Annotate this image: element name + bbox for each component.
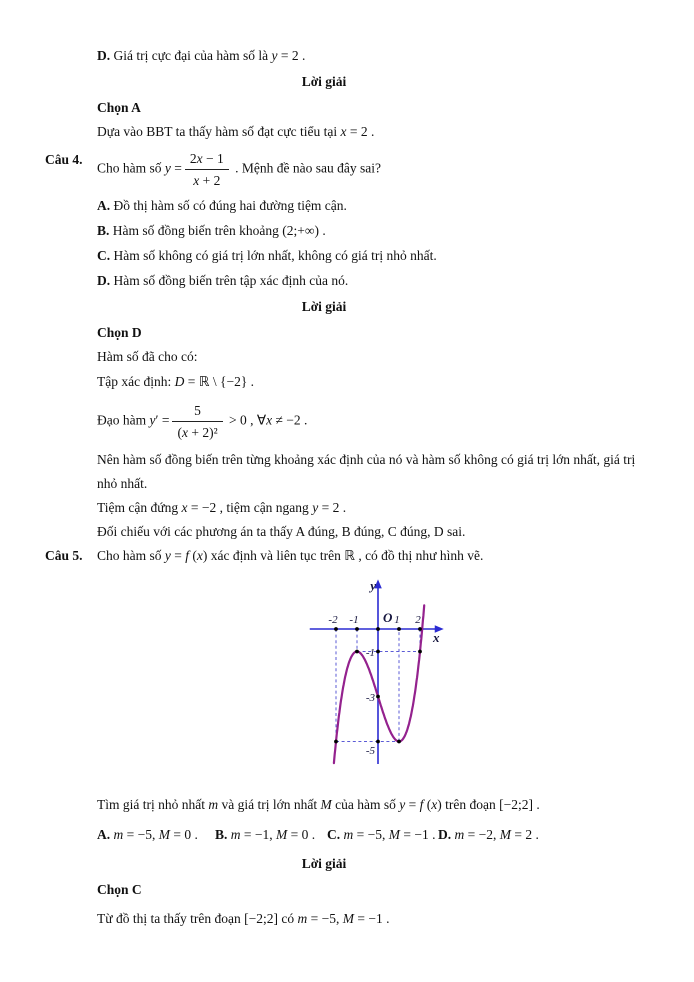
axis-label: y [370,578,376,593]
graph-point [376,627,380,631]
loi-giai-heading: Lời giải [301,299,347,314]
fraction-denominator: (x + 2)² [172,421,222,442]
math-expression: m [208,797,219,812]
graph-point [397,627,401,631]
period: . [300,412,308,428]
option-letter: D. [97,273,111,288]
q4-sol-domain [97,369,648,395]
graph-point [376,650,380,654]
conclusion-text: Từ đồ thị ta thấy trên đoạn [97,911,245,926]
tick-label: -1 [349,614,359,626]
period: . [367,124,375,139]
option-text: Hàm số đồng biến trên tập xác định của nó. [110,273,349,288]
q5-intro-tail: , có đồ thị như hình vẽ. [354,548,484,563]
option-text: Hàm số đồng biến trên khoảng [109,223,283,238]
q4-option-a [97,193,648,218]
q5-intro [45,544,648,568]
tick-label: -5 [365,745,375,757]
math-expression: m = −5, M = −1 [297,911,383,926]
tick-label: -3 [365,692,375,704]
period: . [319,223,326,238]
fraction [185,149,229,190]
q5-answer-d [438,822,539,848]
math-expression: m = −5, M = 0 . [113,827,198,842]
math-expression: > 0 , ∀x ≠ −2 [229,412,301,428]
q4-option-d [97,268,648,293]
prev-explanation [97,120,648,144]
chon-c-heading: Chọn C [97,882,142,897]
q5-label: Câu 5. [45,548,83,563]
math-expression: M [320,797,332,812]
option-letter: D. [97,48,111,63]
solution-text: Đạo hàm [97,412,150,428]
option-letter: B. [215,827,228,842]
q5-intro-text: xác định và liên tục trên [207,548,345,563]
q4-sol-check: Đối chiếu với các phương án ta thấy A đúng, B đúng, C đúng, D sai. [97,524,466,539]
conclusion-text: có [278,911,298,926]
chon-a-heading: Chọn A [97,100,141,115]
math-expression: [−2;2] [244,911,279,926]
math-expression: y = [164,160,182,176]
q5-conclusion [97,906,648,932]
solution-text: , tiệm cận ngang [216,500,313,515]
q5-intro-text: Cho hàm số [97,548,165,563]
axis-label: x [433,630,440,645]
math-expression: m = −5, M = −1 . [343,827,436,842]
math-expression: [−2;2] [499,797,533,812]
math-expression: (2;+∞) [282,223,319,238]
period: . [247,374,255,389]
math-expression: D = ℝ \ {−2} [174,374,248,389]
q4-option-c [97,243,648,268]
question-text: trên đoạn [441,797,500,812]
function-graph-svg [287,574,479,780]
q4-label: Câu 4. [45,152,83,167]
option-letter: A. [97,827,111,842]
q4-intro [45,148,648,191]
q4-sol-intro: Hàm số đã cho có: [97,349,198,364]
q5-question [97,792,648,818]
q5-answer-a [97,822,215,848]
graph-point [355,650,359,654]
q5-answer-b [215,822,327,848]
option-text: Hàm số không có giá trị lớn nhất, không có giá trị nhỏ nhất. [110,248,437,263]
q4-sol-derivative [97,400,648,443]
chon-d-heading: Chọn D [97,325,142,340]
period: . [298,48,306,63]
math-expression: m = −2, M = 2 . [454,827,539,842]
math-expression: y = 2 [312,500,340,515]
option-text: Giá trị cực đại của hàm số là [110,48,272,63]
math-expression: x = 2 [340,124,368,139]
graph-point [418,650,422,654]
q5-answer-c [327,822,438,848]
math-expression: y = f (x) [164,548,208,563]
option-letter: A. [97,198,111,213]
graph-point [418,627,422,631]
question-text: và giá trị lớn nhất [218,797,321,812]
fraction-denominator: x + 2 [185,169,229,190]
option-text: Đồ thị hàm số có đúng hai đường tiệm cận. [110,198,347,213]
math-expression: y = f (x) [399,797,442,812]
solution-text: Tập xác định: [97,374,175,389]
q4-option-b [97,218,648,243]
option-letter: C. [97,248,111,263]
tick-label: -1 [365,647,375,659]
loi-giai-heading: Lời giải [301,74,347,89]
solution-text: Tiệm cận đứng [97,500,182,515]
graph-point [397,740,401,744]
q5-answers-row [97,822,648,848]
math-expression: y = 2 [271,48,299,63]
graph-point [376,740,380,744]
option-letter: C. [327,827,341,842]
period: . [339,500,347,515]
axis-label: O [383,610,393,625]
tick-label: 1 [394,614,400,626]
q4-intro-tail: . Mệnh đề nào sau đây sai? [231,160,381,176]
math-expression: ℝ [344,548,355,563]
tick-label: 2 [415,614,421,626]
q4-sol-monotonic: Nên hàm số đồng biến trên từng khoảng xác định của nó và hàm số không có giá trị lớn nhất, giá trị nhỏ nhất. [97,452,636,491]
fraction [172,401,222,442]
period: . [382,911,390,926]
prev-option-d [97,44,648,68]
graph-point [355,627,359,631]
q4-intro-text: Cho hàm số [97,160,165,176]
graph-point [376,695,380,699]
option-letter: D. [438,827,452,842]
q4-sol-asymptotes [97,496,648,520]
graph-point [334,627,338,631]
loi-giai-heading: Lời giải [301,856,347,871]
math-expression: m = −1, M = 0 . [230,827,316,842]
q5-graph-figure [287,574,648,780]
fraction-numerator: 5 [194,403,201,418]
question-text: của hàm số [331,797,400,812]
math-expression: x = −2 [181,500,217,515]
explanation-text: Dựa vào BBT ta thấy hàm số đạt cực tiểu tại [97,124,341,139]
fraction-numerator: 2x − 1 [189,151,224,166]
question-text: Tìm giá trị nhỏ nhất [97,797,209,812]
tick-label: -2 [328,614,338,626]
math-expression: y′ = [149,412,170,428]
graph-point [334,740,338,744]
period: . [532,797,540,812]
option-letter: B. [97,223,110,238]
